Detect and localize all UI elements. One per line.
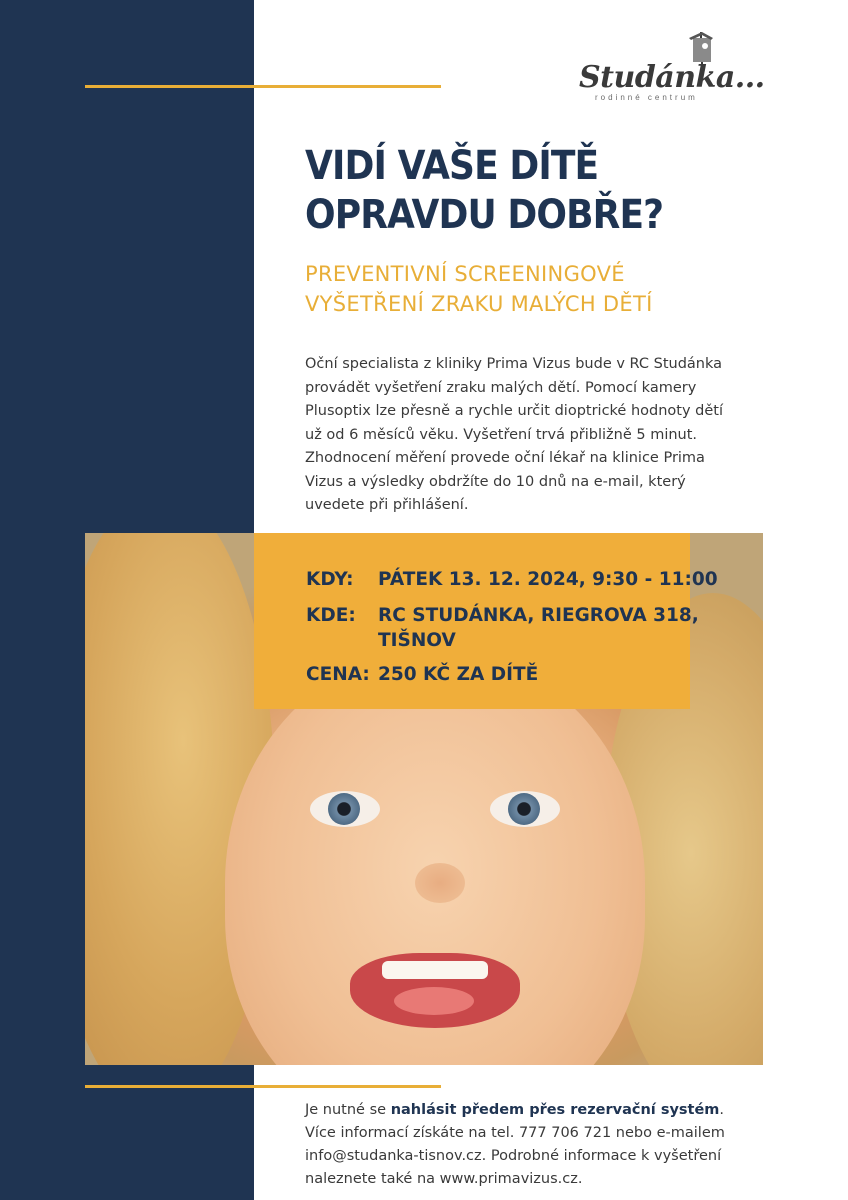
when-label: KDY: (306, 569, 354, 590)
footer-line-4: naleznete také na www.primavizus.cz. (305, 1171, 583, 1187)
studanka-logo (575, 32, 765, 107)
page-subtitle (305, 259, 825, 319)
info-price (306, 664, 538, 685)
footer-line-2: Více informací získáte na tel. 777 706 721 nebo e-mailem (305, 1125, 725, 1141)
footer-reservation-note: nahlásit předem přes rezervační systém (390, 1102, 720, 1118)
photo-mouth (350, 953, 520, 1028)
description-paragraph (305, 353, 805, 518)
where-value-city: TIŠNOV (378, 630, 456, 651)
description-line: už od 6 měsíců věku. Vyšetření trvá přibližně 5 minut. (305, 426, 698, 443)
footer-line-1-end: . (719, 1102, 725, 1118)
info-where (306, 605, 699, 626)
bottom-divider-line (85, 1085, 441, 1088)
event-info-box (254, 533, 718, 709)
logo-subtitle: rodinné centrum (595, 93, 698, 102)
price-label: CENA: (306, 664, 370, 685)
subtitle-line-1: PREVENTIVNÍ SCREENINGOVÉ (305, 262, 625, 286)
top-divider-line (85, 85, 441, 88)
description-line: Plusoptix lze přesně a rychle určit dioptrické hodnoty dětí (305, 403, 724, 419)
price-value: 250 KČ ZA DÍTĚ (378, 664, 539, 685)
photo-eye-left (310, 791, 380, 827)
photo-nose (415, 863, 465, 903)
footer-line-1-start: Je nutné se (305, 1102, 391, 1118)
footer-line-1 (305, 1099, 825, 1122)
description-line: Zhodnocení měření provede oční lékař na klinice Prima (305, 450, 705, 466)
when-value: PÁTEK 13. 12. 2024, 9:30 - 11:00 (378, 569, 718, 590)
description-line: Vizus a výsledky obdržíte do 10 dnů na e-mail, který (305, 473, 686, 490)
info-where-continued (378, 630, 456, 651)
footer-text (305, 1099, 825, 1191)
photo-eye-right (490, 791, 560, 827)
description-line: provádět vyšetření zraku malých dětí. Pomocí kamery (305, 379, 697, 396)
footer-line-3: info@studanka-tisnov.cz. Podrobné informace k vyšetření (305, 1148, 722, 1164)
title-line-1: VIDÍ VAŠE DÍTĚ (305, 143, 599, 189)
subtitle-line-2: VYŠETŘENÍ ZRAKU MALÝCH DĚTÍ (305, 292, 653, 316)
description-line: Oční specialista z kliniky Prima Vizus bude v RC Studánka (305, 356, 723, 372)
where-value: RC STUDÁNKA, RIEGROVA 318, (378, 605, 699, 626)
info-when (306, 569, 718, 590)
logo-name: Studánka... (579, 60, 765, 95)
title-line-2: OPRAVDU DOBŘE? (305, 192, 664, 238)
page-title (305, 142, 755, 240)
where-label: KDE: (306, 605, 356, 626)
description-line: uvedete při přihlášení. (305, 497, 469, 513)
